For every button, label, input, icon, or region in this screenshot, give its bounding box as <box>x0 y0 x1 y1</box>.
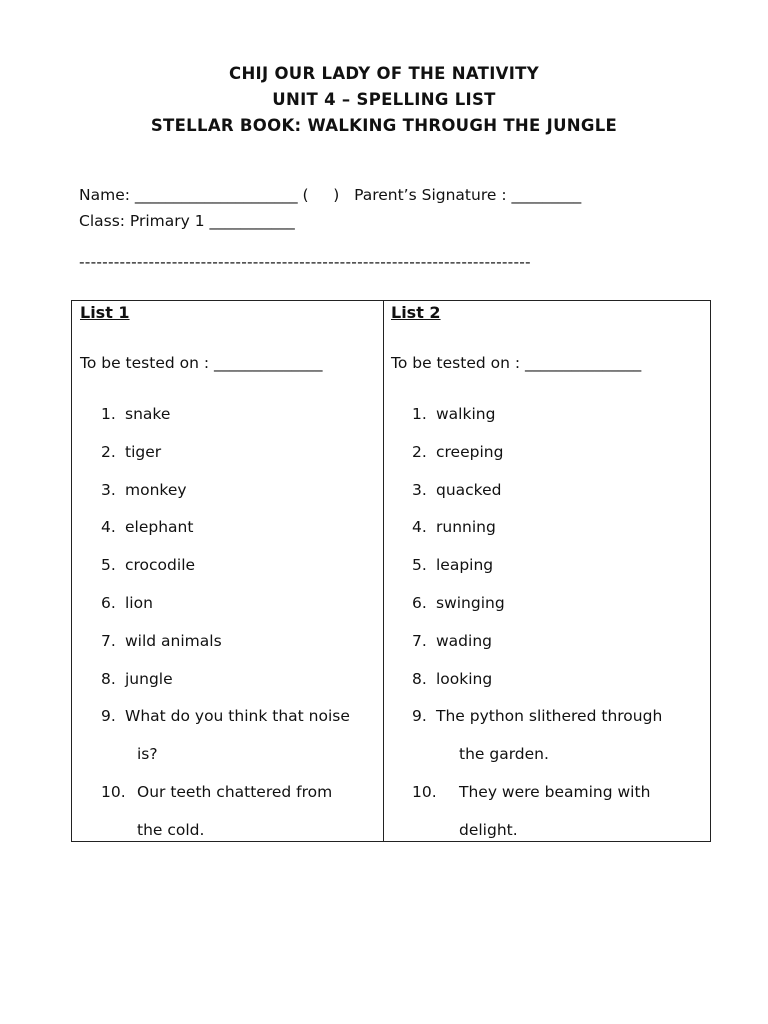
document-header <box>0 61 768 139</box>
class-line: Class: Primary 1 ___________ <box>79 212 295 230</box>
name-signature-line: Name: _____________________ ( ) Parent’s Signature : _________ <box>79 186 582 204</box>
list-item-continuation: delight. <box>459 821 518 839</box>
list-item-continuation: is? <box>137 745 158 763</box>
list-2-test-date: To be tested on : _______________ <box>391 354 642 372</box>
list-2-title: List 2 <box>391 303 441 322</box>
school-name: CHIJ OUR LADY OF THE NATIVITY <box>229 64 539 83</box>
list-item-continuation: the cold. <box>137 821 205 839</box>
book-title: STELLAR BOOK: WALKING THROUGH THE JUNGLE <box>150 116 618 135</box>
column-divider <box>383 301 384 841</box>
spelling-table <box>71 300 711 842</box>
list-item-continuation: the garden. <box>459 745 549 763</box>
list-1-test-date: To be tested on : ______________ <box>80 354 323 372</box>
list-2-column: List 2 To be tested on : _______________ 1. walking 2. creeping 3. quacked 4. running 5. leaping 6. swinging 7. wading 8. looking 9. The python slithered through the garden. 10. They were beaming with delight. <box>391 303 663 839</box>
unit-title: UNIT 4 – SPELLING LIST <box>272 90 496 109</box>
dashed-separator: ------------------------------------------------------------------------------ <box>79 253 531 271</box>
list-1-title: List 1 <box>80 303 130 322</box>
list-1-column: List 1 To be tested on : ______________ 1. snake 2. tiger 3. monkey 4. elephant 5. crocodile 6. lion 7. wild animals 8. jungle 9. What do you think that noise is? 10. Our teeth chattered from the cold. <box>80 303 350 839</box>
